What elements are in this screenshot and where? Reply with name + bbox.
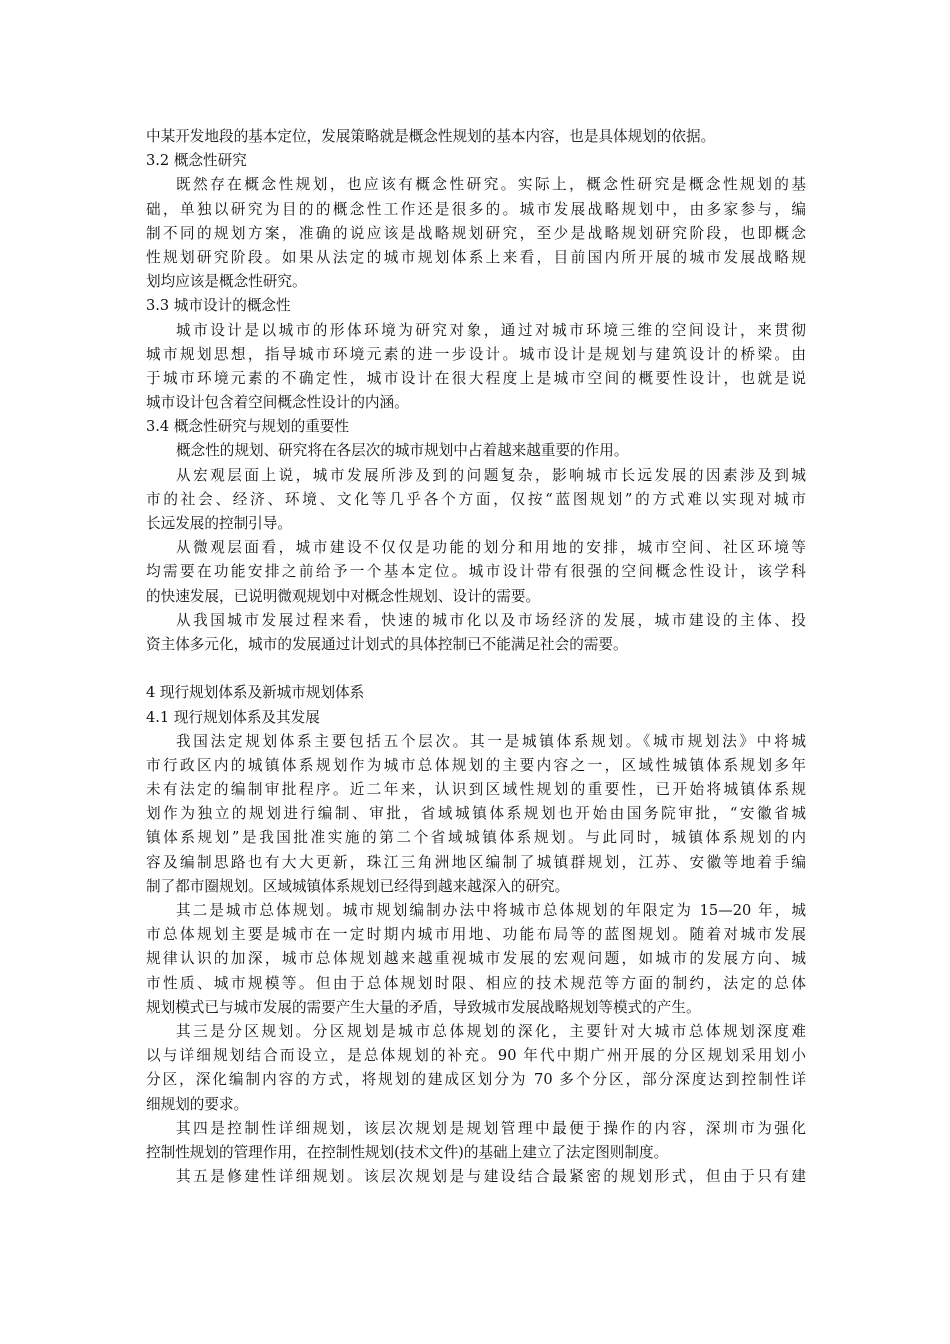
paragraph-line: 中某开发地段的基本定位，发展策略就是概念性规划的基本内容，也是具体规划的依据。 <box>146 128 716 145</box>
paragraph-line: 划均应该是概念性研究。 <box>146 273 307 291</box>
paragraph-line: 城市设计是以城市的形体环境为研究对象，通过对城市环境三维的空间设计，来贯彻 <box>176 321 806 339</box>
paragraph-line: 市的社会、经济、环境、文化等几乎各个方面，仅按“蓝图规划”的方式难以实现对城市 <box>146 490 806 508</box>
paragraph-line: 未有法定的编制审批程序。近二年来，认识到区域性规划的重要性，已开始将城镇体系规 <box>146 781 806 799</box>
paragraph-line: 概念性的规划、研究将在各层次的城市规划中占着越来越重要的作用。 <box>176 442 629 460</box>
paragraph-line: 市性质、城市规模等。但由于总体规划时限、相应的技术规范等方面的制约，法定的总体 <box>146 974 806 992</box>
paragraph-line: 我国法定规划体系主要包括五个层次。其一是城镇体系规划。《城市规划法》中将城 <box>176 732 806 750</box>
paragraph-line: 于城市环境元素的不确定性，城市设计在很大程度上是城市空间的概要性设计，也就是说 <box>146 369 806 387</box>
paragraph-line: 制了都市圈规划。区域城镇体系规划已经得到越来越深入的研究。 <box>146 877 570 895</box>
paragraph-line: 其二是城市总体规划。城市规划编制办法中将城市总体规划的年限定为 15—20 年，城 <box>176 902 806 919</box>
blank-line <box>146 657 806 681</box>
paragraph-line: 城市规划思想，指导城市环境元素的进一步设计。城市设计是规划与建筑设计的桥梁。由 <box>146 345 806 363</box>
paragraph-line: 长远发展的控制引导。 <box>146 515 292 532</box>
section-heading: 3.2 概念性研究 <box>146 152 247 170</box>
paragraph-line: 的快速发展，已说明微观规划中对概念性规划、设计的需要。 <box>146 587 541 605</box>
paragraph-line: 制不同的规划方案，准确的说应该是战略规划研究，至少是战略规划研究阶段，也即概念 <box>146 224 806 242</box>
section-heading: 4 现行规划体系及新城市规划体系 <box>146 684 365 702</box>
paragraph-line: 分区，深化编制内容的方式，将规划的建成区划分为 70 多个分区，部分深度达到控制性详 <box>146 1071 806 1089</box>
paragraph-line: 均需要在功能安排之前给予一个基本定位。城市设计带有很强的空间概念性设计，该学科 <box>146 563 806 581</box>
paragraph-line: 从微观层面看，城市建设不仅仅是功能的划分和用地的安排，城市空间、社区环境等 <box>176 539 806 557</box>
section-heading: 3.4 概念性研究与规划的重要性 <box>146 418 349 436</box>
paragraph-line: 细规划的要求。 <box>146 1095 249 1113</box>
paragraph-line: 性规划研究阶段。如果从法定的城市规划体系上来看，目前国内所开展的城市发展战略规 <box>146 248 806 266</box>
paragraph-line: 以与详细规划结合而设立，是总体规划的补充。90 年代中期广州开展的分区规划采用划小 <box>146 1047 806 1065</box>
paragraph-line: 控制性规划的管理作用，在控制性规划(技术文件)的基础上建立了法定图则制度。 <box>146 1143 669 1161</box>
paragraph-line: 其四是控制性详细规划，该层次规划是规划管理中最便于操作的内容，深圳市为强化 <box>176 1119 806 1137</box>
paragraph-line: 从我国城市发展过程来看，快速的城市化以及市场经济的发展，城市建设的主体、投 <box>176 611 806 629</box>
paragraph-line: 容及编制思路也有大大更新，珠江三角洲地区编制了城镇群规划，江苏、安徽等地着手编 <box>146 853 806 871</box>
paragraph-line: 市行政区内的城镇体系规划作为城市总体规划的主要内容之一，区域性城镇体系规划多年 <box>146 756 806 774</box>
document-page <box>146 125 806 1189</box>
paragraph-line: 规划模式已与城市发展的需要产生大量的矛盾，导致城市发展战略规划等模式的产生。 <box>146 998 701 1016</box>
section-heading: 4.1 现行规划体系及其发展 <box>146 708 320 726</box>
paragraph-line: 城市设计包含着空间概念性设计的内涵。 <box>146 394 409 412</box>
paragraph-line: 划作为独立的规划进行编制、审批，省域城镇体系规划也开始由国务院审批，“安徽省城 <box>146 805 806 823</box>
paragraph-line: 规律认识的加深，城市总体规划越来越重视城市发展的宏观问题，如城市的发展方向、城 <box>146 950 806 968</box>
paragraph-line: 资主体多元化，城市的发展通过计划式的具体控制已不能满足社会的需要。 <box>146 635 628 653</box>
paragraph-line: 其五是修建性详细规划。该层次规划是与建设结合最紧密的规划形式，但由于只有建 <box>176 1168 806 1186</box>
paragraph-line: 其三是分区规划。分区规划是城市总体规划的深化，主要针对大城市总体规划深度难 <box>176 1022 806 1040</box>
paragraph-line: 从宏观层面上说，城市发展所涉及到的问题复杂，影响城市长远发展的因素涉及到城 <box>176 466 806 484</box>
paragraph-line: 既然存在概念性规划，也应该有概念性研究。实际上，概念性研究是概念性规划的基 <box>176 176 806 194</box>
paragraph-line: 镇体系规划”是我国批准实施的第二个省域城镇体系规划。与此同时，城镇体系规划的内 <box>146 829 806 847</box>
section-heading: 3.3 城市设计的概念性 <box>146 297 291 315</box>
paragraph-line: 础，单独以研究为目的的概念性工作还是很多的。城市发展战略规划中，由多家参与，编 <box>146 200 806 218</box>
paragraph-line: 市总体规划主要是城市在一定时期内城市用地、功能布局等的蓝图规划。随着对城市发展 <box>146 926 806 944</box>
